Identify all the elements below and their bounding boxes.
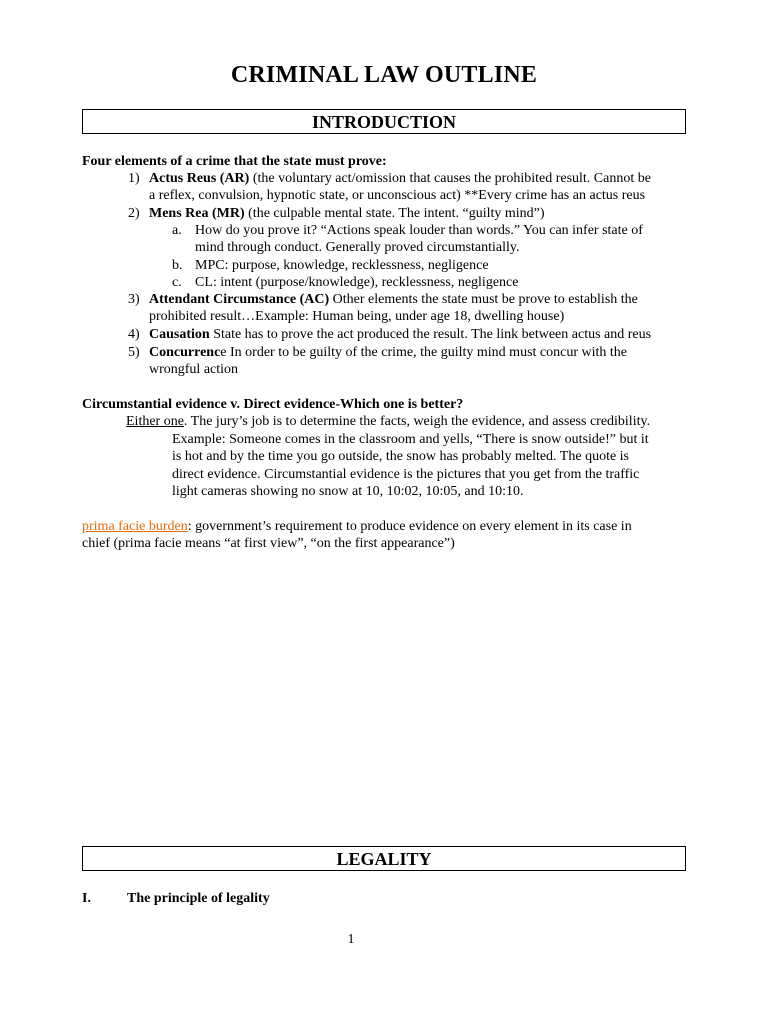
- elements-heading: Four elements of a crime that the state must prove:: [82, 154, 387, 169]
- prima-facie-link[interactable]: prima facie burden: [82, 519, 188, 534]
- list-item-text: (the voluntary act/omission that causes the prohibited result. Cannot be: [249, 171, 651, 186]
- page-number: 1: [347, 932, 355, 947]
- sub-item-text: mind through conduct. Generally proved circumstantially.: [195, 240, 520, 256]
- list-item-actus-reus: [149, 170, 694, 205]
- section-heading-legality: LEGALITY: [82, 846, 686, 871]
- evidence-example: [172, 431, 692, 501]
- sub-item-text: How do you prove it? “Actions speak louder than words.” You can infer state of: [195, 223, 643, 238]
- prima-facie-paragraph: [82, 518, 692, 553]
- example-line: Example: Someone comes in the classroom and yells, “There is snow outside!” but it: [172, 432, 649, 447]
- list-number: 5): [128, 345, 140, 360]
- example-line: light cameras showing no snow at 10, 10:02, 10:05, and 10:10.: [172, 484, 524, 500]
- sub-letter: c.: [172, 275, 182, 290]
- legality-item-label: The principle of legality: [127, 891, 270, 906]
- prima-facie-text: chief (prima facie means “at first view”, “on the first appearance”): [82, 536, 455, 552]
- evidence-paragraph: [126, 413, 706, 430]
- list-item-text: Other elements the state must be prove to establish the: [329, 292, 638, 307]
- list-item-text: (the culpable mental state. The intent. “guilty mind”): [244, 206, 545, 221]
- example-line: is hot and by the time you go outside, the snow has probably melted. The quote is: [172, 449, 630, 465]
- example-line: direct evidence. Circumstantial evidence is the pictures that you get from the traffic: [172, 466, 640, 482]
- section-heading-introduction: INTRODUCTION: [82, 109, 686, 134]
- list-item-text: In order to be guilty of the crime, the guilty mind must concur with the: [226, 345, 627, 360]
- list-number: 1): [128, 171, 140, 186]
- term-causation: Causation: [149, 327, 210, 342]
- list-item-attendant-circumstance: [149, 291, 694, 326]
- list-item-mens-rea: [149, 205, 694, 222]
- list-number: 4): [128, 327, 140, 342]
- sub-letter: a.: [172, 223, 182, 238]
- sub-item-a: [195, 222, 695, 257]
- evidence-lead: Either one: [126, 414, 184, 429]
- list-item-text: a reflex, convulsion, hypnotic state, or unconscious act) **Every crime has an actus reus: [149, 188, 646, 204]
- evidence-heading: Circumstantial evidence v. Direct evidence-Which one is better?: [82, 397, 464, 412]
- document-title: CRIMINAL LAW OUTLINE: [230, 62, 538, 88]
- term-concurrence-rest: e: [220, 345, 227, 360]
- sub-letter: b.: [172, 258, 183, 273]
- list-item-concurrence: [149, 344, 694, 379]
- term-mens-rea: Mens Rea (MR): [149, 206, 245, 221]
- term-concurrence: Concurrenc: [149, 345, 221, 360]
- sub-item-c: CL: intent (purpose/knowledge), recklessness, negligence: [195, 275, 519, 290]
- list-item-text: wrongful action: [149, 362, 239, 378]
- term-actus-reus: Actus Reus (AR): [149, 171, 250, 186]
- list-item-text: State has to prove the act produced the result. The link between actus and reus: [209, 327, 652, 342]
- list-number: 2): [128, 206, 140, 221]
- legality-item-number: I.: [82, 891, 91, 906]
- term-attendant-circumstance: Attendant Circumstance (AC): [149, 292, 330, 307]
- list-item-text: prohibited result…Example: Human being, under age 18, dwelling house): [149, 309, 565, 325]
- evidence-text: . The jury’s job is to determine the facts, weigh the evidence, and assess credibility.: [183, 414, 651, 429]
- prima-facie-text: : government’s requirement to produce evidence on every element in its case in: [187, 519, 632, 534]
- sub-item-b: MPC: purpose, knowledge, recklessness, negligence: [195, 258, 489, 273]
- list-item-causation: [149, 326, 694, 343]
- list-number: 3): [128, 292, 140, 307]
